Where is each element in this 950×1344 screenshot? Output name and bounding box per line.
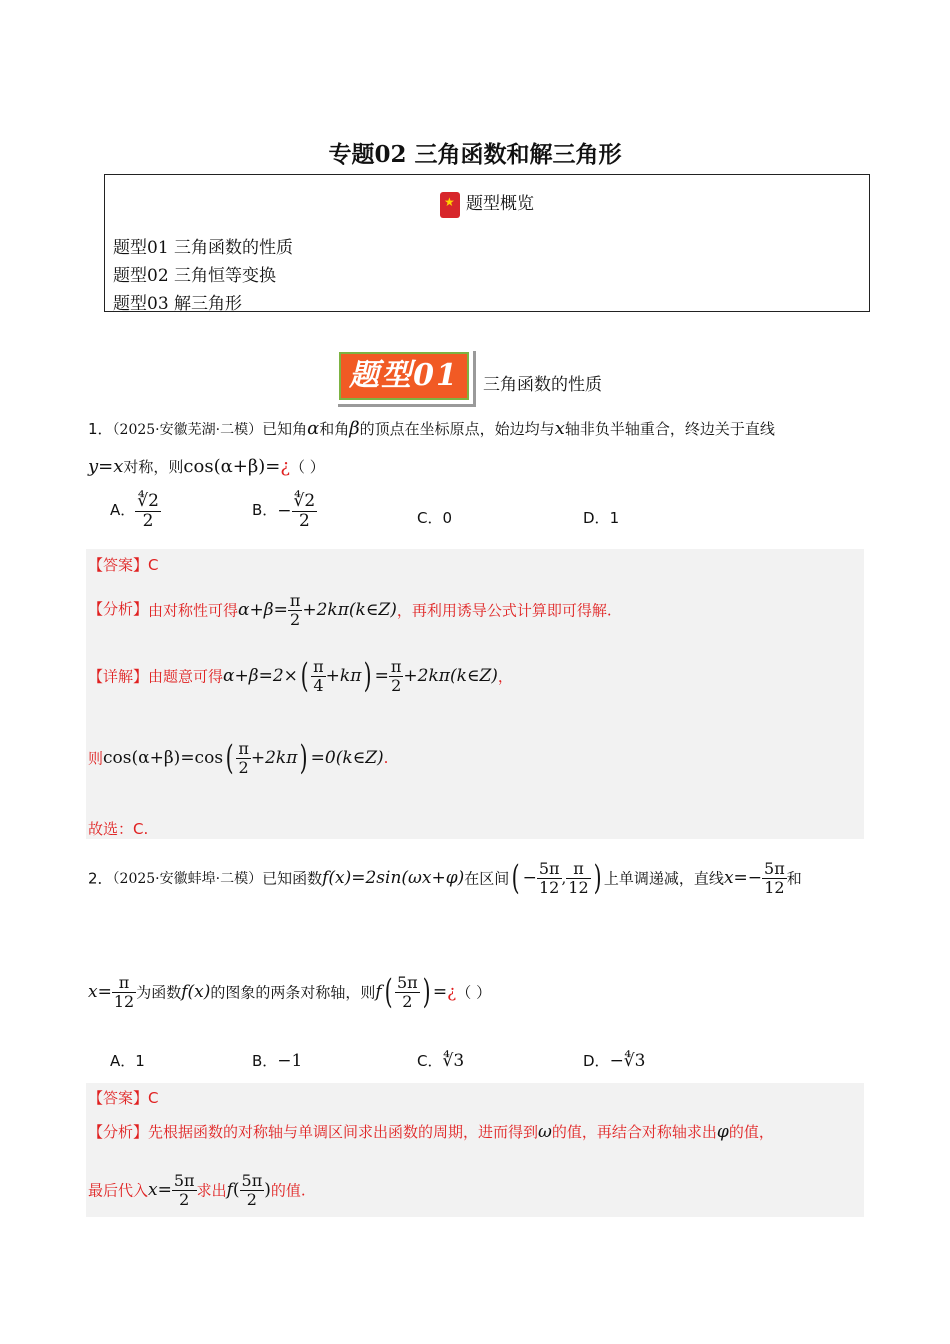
q1-alpha: α: [307, 418, 320, 439]
q1-detail-f2d: 2: [391, 675, 402, 695]
right-paren-icon: ): [264, 1180, 271, 1201]
q2-blank: （ ）: [456, 983, 492, 1002]
q1-option-d: [583, 507, 619, 528]
q1-then: [88, 738, 389, 779]
q1-detail-f1n: π: [313, 657, 324, 676]
q1-detail-f1d: 4: [313, 675, 324, 695]
q2-l2-q: ¿: [447, 982, 457, 1003]
q1-blank: （ ）: [290, 458, 325, 476]
q2-omega: ω: [538, 1122, 552, 1142]
q2-answer: 【答案】C: [88, 1089, 159, 1107]
q1-answer: 【答案】C: [88, 556, 159, 574]
overview-box: [104, 174, 870, 312]
minus-sign: −: [522, 868, 537, 889]
q1-analysis-expr2: +2kπ(k∈Z): [302, 600, 397, 621]
q1-analysis: [88, 592, 612, 628]
q1-detail-frac1: [311, 658, 326, 694]
q2-l2-frac: [112, 974, 136, 1010]
q1-analysis-expr1: α+β=: [238, 600, 288, 621]
q1-choose: 故选：C.: [88, 820, 149, 838]
q1-line1: [88, 418, 775, 439]
q2-last-b: 求出: [196, 1181, 227, 1200]
q2-option-c: [417, 1050, 464, 1071]
q1-analysis-b: ，再利用诱导公式计算即可得解.: [396, 601, 612, 620]
q1-analysis-a: 由对称性可得: [148, 601, 239, 620]
q2-l2-ffrac: [395, 974, 420, 1010]
q1-analysis-frac-n: π: [289, 591, 301, 610]
q1-option-a-num: ∜2: [137, 491, 159, 511]
q2-option-a-label: A．: [110, 1052, 136, 1070]
q2-line2: [88, 972, 492, 1013]
q2-l2-x: x=: [88, 982, 112, 1003]
q1-stem-c: 的顶点在坐标原点，始边均与: [359, 420, 555, 438]
q1-stem-a: 已知角: [262, 420, 308, 438]
q2-last-frac: [172, 1172, 197, 1208]
q1-number: 1．: [88, 420, 113, 438]
right-paren-icon: ): [300, 738, 308, 779]
q2-func: f(x)=2sin(ωx+φ): [322, 868, 465, 889]
overview-item-3: 题型03 解三角形: [113, 294, 243, 314]
right-paren-icon: ): [593, 858, 602, 899]
right-paren-icon: ): [364, 656, 373, 697]
q1-stem-b: 和角: [319, 420, 350, 438]
q2-line-frac: [762, 860, 787, 896]
q1-option-b: [252, 492, 317, 530]
right-paren-icon: ): [422, 972, 431, 1013]
q1-line2-expr: cos(α+β)=: [183, 456, 281, 477]
q2-option-b-text: −1: [277, 1051, 303, 1071]
q2-option-d-text: −∜3: [609, 1051, 646, 1071]
q1-detail-a: 由题意可得: [148, 667, 224, 686]
q2-l2-fd: 2: [402, 991, 413, 1011]
q2-stem-c: 上单调递减，直线: [603, 869, 724, 888]
q1-detail-expr2: +kπ: [325, 666, 362, 687]
q1-option-a-label: A．: [110, 501, 136, 520]
q1-then-a: 则: [88, 749, 104, 768]
q1-option-b-label: B．: [252, 501, 278, 520]
q2-option-c-label: C．: [417, 1052, 443, 1070]
q2-option-a: [110, 1050, 145, 1071]
q2-last-f: f: [226, 1180, 233, 1201]
q2-last-a: 最后代入: [88, 1181, 149, 1200]
q2-int-d2: 12: [568, 877, 589, 897]
q2-analysis-c: 的值，: [728, 1123, 774, 1141]
q2-line-x: x=−: [723, 868, 763, 889]
q1-option-b-num: ∜2: [293, 491, 316, 511]
q1-line2-eq: y=x: [88, 456, 124, 477]
q1-detail-tag: 【详解】: [88, 667, 149, 686]
q2-l2-a: 为函数: [136, 983, 182, 1002]
q1-beta: β: [349, 418, 360, 439]
q1-line2: [88, 456, 325, 477]
q2-l2-f2: f: [375, 982, 382, 1003]
left-paren-icon: (: [384, 972, 393, 1013]
q2-int-d1: 12: [538, 877, 560, 897]
q2-l2-fn: 5π: [396, 973, 418, 992]
q2-last-x: x=: [148, 1180, 172, 1201]
q2-stem-d: 和: [786, 869, 802, 888]
q1-option-a-den: 2: [142, 510, 154, 531]
q1-option-b-den: 2: [298, 510, 310, 531]
q1-then-frac: [236, 740, 251, 776]
q2-last-fd: 2: [246, 1189, 257, 1209]
q1-detail-frac2: [389, 658, 404, 694]
q1-option-c-text: 0: [442, 509, 453, 527]
left-paren-icon: (: [225, 738, 234, 779]
q2-phi: φ: [716, 1122, 729, 1142]
q2-l2-b: 的图象的两条对称轴，则: [210, 983, 376, 1002]
q2-int-frac1: [537, 860, 562, 896]
q2-last-d: 2: [179, 1189, 190, 1209]
section-badge: [335, 348, 473, 404]
overview-item-2: 题型02 三角恒等变换: [113, 266, 277, 286]
q1-option-b-sign: −: [277, 501, 292, 522]
q2-int-n1: 5π: [538, 859, 560, 878]
overview-item-1: 题型01 三角函数的性质: [113, 238, 294, 258]
q1-option-d-text: 1: [609, 509, 620, 527]
q1-source: （2025·安徽芜湖·二模）: [112, 422, 263, 438]
q2-last: [88, 1172, 306, 1208]
q1-analysis-frac: [288, 592, 303, 628]
q2-last-n: 5π: [173, 1171, 195, 1190]
q1-analysis-frac-d: 2: [289, 609, 301, 629]
q1-detail-expr3: =: [374, 666, 389, 687]
q2-analysis-tag: 【分析】: [88, 1123, 149, 1141]
q2-option-b-label: B．: [252, 1052, 278, 1070]
q1-option-a: [110, 492, 161, 530]
q1-then-expr3: =0(k∈Z): [310, 748, 384, 769]
book-icon: [440, 192, 460, 218]
q2-option-b: [252, 1050, 302, 1071]
q2-option-d: [583, 1050, 645, 1071]
q2-analysis-b: 的值，再结合对称轴求出: [551, 1123, 717, 1141]
q2-line-n: 5π: [764, 859, 785, 878]
q2-option-d-label: D．: [583, 1052, 610, 1070]
q2-last-ffrac: [240, 1172, 265, 1208]
q1-detail-expr4: +2kπ(k∈Z): [403, 666, 498, 687]
q2-stem-a: 已知函数: [262, 869, 323, 888]
q1-analysis-tag: 【分析】: [88, 600, 149, 619]
left-paren-icon: (: [300, 656, 309, 697]
overview-heading-text: 题型概览: [466, 194, 534, 214]
q1-option-d-label: D．: [583, 509, 610, 527]
q1-detail-b: ，: [497, 667, 513, 686]
q2-line1: [88, 858, 802, 899]
q2-l2-n: π: [112, 974, 136, 993]
overview-heading: [105, 189, 869, 218]
left-paren-icon: (: [232, 1180, 240, 1201]
q2-analysis: [88, 1121, 774, 1142]
page-title: 专题02 三角函数和解三角形: [328, 141, 622, 168]
q1-option-c-label: C．: [417, 509, 443, 527]
section-badge-label: 题型01: [339, 352, 469, 400]
q2-source: （2025·安徽蚌埠·二模）: [112, 871, 263, 888]
q1-detail-f2n: π: [390, 657, 402, 676]
q1-line2-q: ¿: [280, 456, 291, 477]
q2-l2-d: 12: [113, 991, 135, 1011]
section-title: 三角函数的性质: [483, 375, 602, 395]
q2-stem-b: 在区间: [464, 869, 510, 888]
q2-int-n2: π: [566, 860, 590, 879]
q1-stem-d: 轴非负半轴重合，终边关于直线: [564, 420, 775, 438]
q2-l2-f: f(x): [181, 982, 211, 1003]
q1-x: x: [554, 418, 565, 439]
q1-then-fd: 2: [238, 757, 249, 777]
q2-last-c: 的值.: [270, 1181, 306, 1200]
q1-then-end: .: [383, 749, 389, 768]
q1-option-a-frac: [135, 492, 161, 530]
q2-option-a-text: 1: [135, 1052, 145, 1070]
q2-last-fn: 5π: [241, 1171, 263, 1190]
q1-option-c: [417, 507, 452, 528]
q1-then-expr1: cos(α+β)=cos: [103, 748, 224, 769]
q2-int-frac2: [566, 860, 590, 896]
comma: ,: [561, 869, 567, 888]
q2-line-d: 12: [764, 877, 785, 897]
q1-detail-expr1: α+β=2×: [223, 666, 298, 687]
q2-analysis-a: 先根据函数的对称轴与单调区间求出函数的周期，进而得到: [148, 1123, 539, 1141]
q2-number: 2．: [88, 869, 113, 888]
q1-detail: [88, 656, 513, 697]
q1-then-expr2: +2kπ: [250, 748, 298, 769]
q2-l2-eq: =: [432, 982, 448, 1003]
left-paren-icon: (: [511, 858, 520, 899]
q1-line2-a: 对称，则: [123, 458, 184, 476]
q1-then-fn: π: [238, 739, 249, 758]
q2-option-c-text: ∜3: [442, 1051, 465, 1071]
q1-option-b-frac: [292, 492, 318, 530]
